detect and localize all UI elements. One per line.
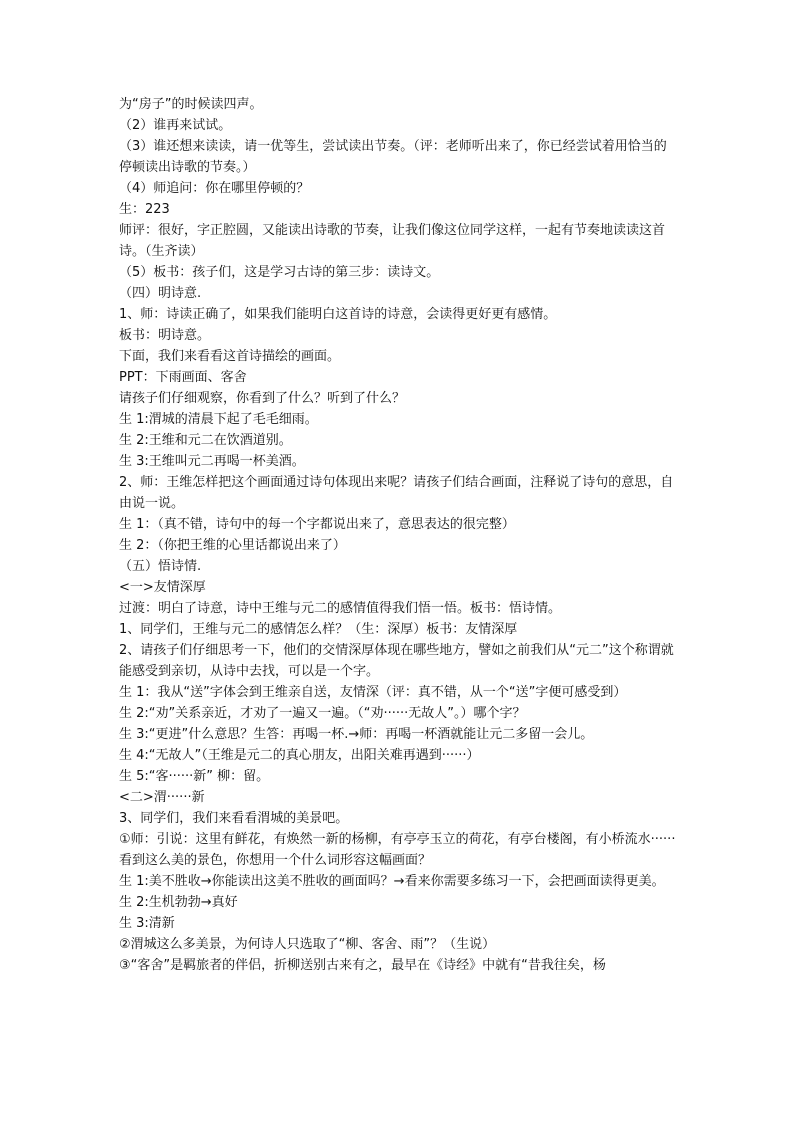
text-line: 2、师：王维怎样把这个画面通过诗句体现出来呢？请孩子们结合画面，注释说了诗句的意思，自由说一说。	[119, 475, 674, 511]
text-line: ②渭城这么多美景，为何诗人只选取了“柳、客舍、雨”？（生说）	[119, 937, 496, 952]
text-line: 生 3:“更进”什么意思？生答：再喝一杯.→师：再喝一杯酒就能让元二多留一会儿。	[119, 727, 594, 742]
text-line: 生：223	[119, 202, 170, 217]
text-line: 生 2：（你把王维的心里话都说出来了）	[119, 538, 346, 553]
text-line: PPT：下雨画面、客舍	[119, 370, 247, 385]
text-line: 请孩子们仔细观察，你看到了什么？听到了什么？	[119, 391, 406, 406]
text-line: 过渡：明白了诗意，诗中王维与元二的感情值得我们悟一悟。板书：悟诗情。	[119, 601, 562, 616]
section-heading: （五）悟诗情.	[119, 559, 202, 574]
text-line: 生 3:清新	[119, 916, 175, 931]
subsection-heading: <二>渭······新	[119, 790, 205, 805]
text-line: 生 5:“客······新” 柳：留。	[119, 769, 270, 784]
text-line: 生 3:王维叫元二再喝一杯美酒。	[119, 454, 305, 469]
text-line: 生 1:渭城的清晨下起了毛毛细雨。	[119, 412, 318, 427]
text-line: 为“房子”的时候读四声。	[119, 97, 263, 112]
text-line: 生 2:生机勃勃→真好	[119, 895, 238, 910]
text-line: 2、请孩子们仔细思考一下，他们的交情深厚体现在哪些地方，譬如之前我们从“元二”这个称谓就能感受到亲切，从诗中去找，可以是一个字。	[119, 643, 674, 679]
text-line: （3）谁还想来读读，请一优等生，尝试读出节奏。（评：老师听出来了，你已经尝试着用恰当的停顿读出诗歌的节奏。）	[119, 139, 667, 175]
text-line: 板书：明诗意。	[119, 328, 211, 343]
text-line: ③“客舍”是羁旅者的伴侣，折柳送别古来有之，最早在《诗经》中就有“昔我往矣，杨	[119, 958, 606, 973]
text-line: （2）谁再来试试。	[119, 118, 232, 133]
text-line: 生 2:“劝”关系亲近，才劝了一遍又一遍。（“劝······无故人”。）哪个字？	[119, 706, 526, 721]
text-line: 生 1：我从“送”字体会到王维亲自送，友情深（评：真不错，从一个“送”字便可感受到）	[119, 685, 627, 700]
text-line: 师评：很好，字正腔圆，又能读出诗歌的节奏，让我们像这位同学这样，一起有节奏地读读这首诗。（生齐读）	[119, 223, 666, 259]
text-line: （5）板书：孩子们，这是学习古诗的第三步：读诗文。	[119, 265, 440, 280]
text-line: 3、同学们，我们来看看渭城的美景吧。	[119, 811, 349, 826]
text-line: 生 1:美不胜收→你能读出这美不胜收的画面吗？→看来你需要多练习一下，会把画面读得更美。	[119, 874, 665, 889]
text-line: 1、师：诗读正确了，如果我们能明白这首诗的诗意，会读得更好更有感情。	[119, 307, 557, 322]
text-line: （4）师追问：你在哪里停顿的？	[119, 181, 310, 196]
subsection-heading: <一>友情深厚	[119, 580, 206, 595]
section-heading: （四）明诗意.	[119, 286, 202, 301]
text-line: 生 4:“无故人”（王维是元二的真心朋友，出阳关难再遇到······）	[119, 748, 480, 763]
text-line: 生 2:王维和元二在饮酒道别。	[119, 433, 292, 448]
document-body	[119, 94, 679, 976]
text-line: 下面，我们来看看这首诗描绘的画面。	[119, 349, 341, 364]
text-line: 生 1：（真不错，诗句中的每一个字都说出来了，意思表达的很完整）	[119, 517, 515, 532]
text-line: ①师：引说：这里有鲜花，有焕然一新的杨柳，有亭亭玉立的荷花，有亭台楼阁，有小桥流水······看到这么美的景色，你想用一个什么词形容这幅画面？	[119, 832, 676, 868]
text-line: 1、同学们，王维与元二的感情怎么样？（生：深厚）板书：友情深厚	[119, 622, 518, 637]
